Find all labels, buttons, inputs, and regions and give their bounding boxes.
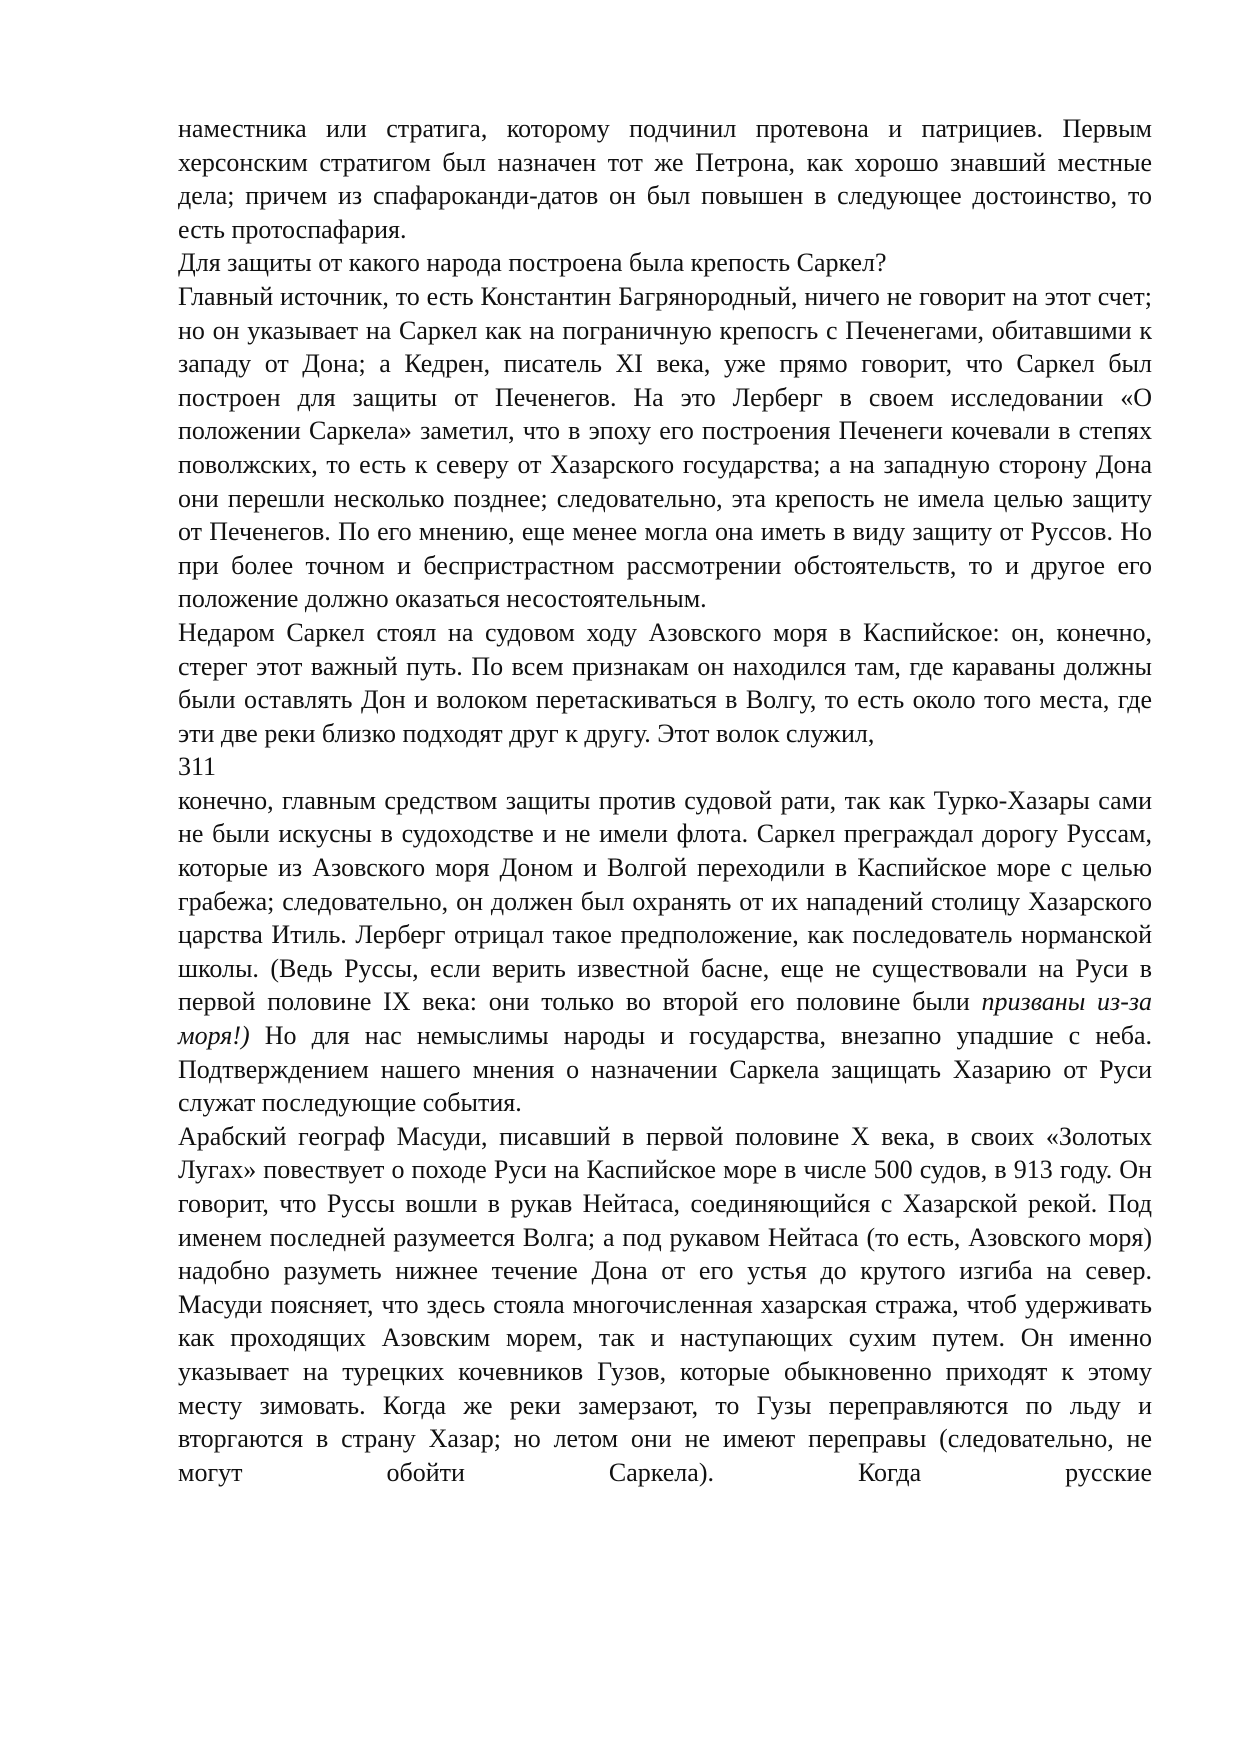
paragraph-main-source: Главный источник, то есть Константин Багрянородный, ничего не говорит на этот счет; но он указывает на Саркел как на пограничную крепосгь с Печенегами, обитавшими к западу от Дона; а Кедрен, писатель XI века, уже прямо говорит, что Саркел был построен для защиты от Печенегов. На это Лерберг в своем исследовании «О положении Саркела» заметил, что в эпоху его построения Печенеги кочевали в степях поволжских, то есть к северу от Хазарского государства; а на западную сторону Дона они перешли несколько позднее; следовательно, эта крепость не имела целью защиту от Печенегов. По его мнению, еще менее могла она иметь в виду защиту от Руссов. Но при более точном и беспристрастном рассмотрении обстоятельств, то и другое его положение должно оказаться несостоятельным. <box>178 281 1152 614</box>
paragraph-continued-tail: Но для нас немыслимы народы и государства, внезапно упадшие с неба. Подтверждением нашего мнения о назначении Саркела защищать Хазарию от Руси служат последующие события. <box>178 1021 1152 1118</box>
paragraph-sarkel-route: Недаром Саркел стоял на судовом ходу Азовского моря в Каспийское: он, конечно, стерег этот важный путь. По всем признакам он находился там, где караваны должны были оставлять Дон и волоком перетаскиваться в Волгу, то есть около того места, где эти две реки близко подходят друг к другу. Этот волок служил, <box>178 617 1152 748</box>
document-page <box>178 112 1152 1489</box>
page-number: 311 <box>178 752 217 782</box>
italic-phrase: призваны из-за моря!) <box>178 987 1152 1051</box>
paragraph-continued-text: конечно, главным средством защиты против судовой рати, так как Турко-Хазары сами не были искусны в судоходстве и не имели флота. Саркел преграждал дорогу Руссам, которые из Азовского моря Доном и Волгой переходили в Каспийское море с целью грабежа; следовательно, он должен был охранять от их нападений столицу Хазарского царства Итиль. Лерберг отрицал такое предположение, как последователь норманской школы. (Ведь Руссы, если верить известной басне, еще не существовали на Руси в первой половине IX века: они только во второй его половине были <box>178 785 1152 1017</box>
paragraph-question: Для защиты от какого народа построена была крепость Саркел? <box>178 248 887 278</box>
paragraph-masudi: Арабский географ Масуди, писавший в первой половине X века, в своих «Золотых Лугах» повествует о походе Руси на Каспийское море в числе 500 судов, в 913 году. Он говорит, что Руссы вошли в рукав Нейтаса, соединяющийся с Хазарской рекой. Под именем последней разумеется Волга; а под рукавом Нейтаса (то есть, Азовского моря) надобно разуметь нижнее течение Дона от его устья до крутого изгиба на север. Масуди поясняет, что здесь стояла многочисленная хазарская стража, чтоб удерживать как проходящих Азовским морем, так и наступающих сухим путем. Он именно указывает на турецких кочевников Гузов, которые обыкновенно приходят к этому месту зимовать. Когда же реки замерзают, то Гузы переправляются по льду и вторгаются в страну Хазар; но летом они не имеют переправы (следовательно, не могут обойти Саркела). Когда русские <box>178 1121 1152 1487</box>
paragraph-continued <box>178 784 1152 1120</box>
paragraph-strategos: наместника или стратига, которому подчинил протевона и патрициев. Первым херсонским стратигом был назначен тот же Петрона, как хорошо знавший местные дела; причем из спафароканди-датов он был повышен в следующее достоинство, то есть протоспафария. <box>178 114 1152 244</box>
